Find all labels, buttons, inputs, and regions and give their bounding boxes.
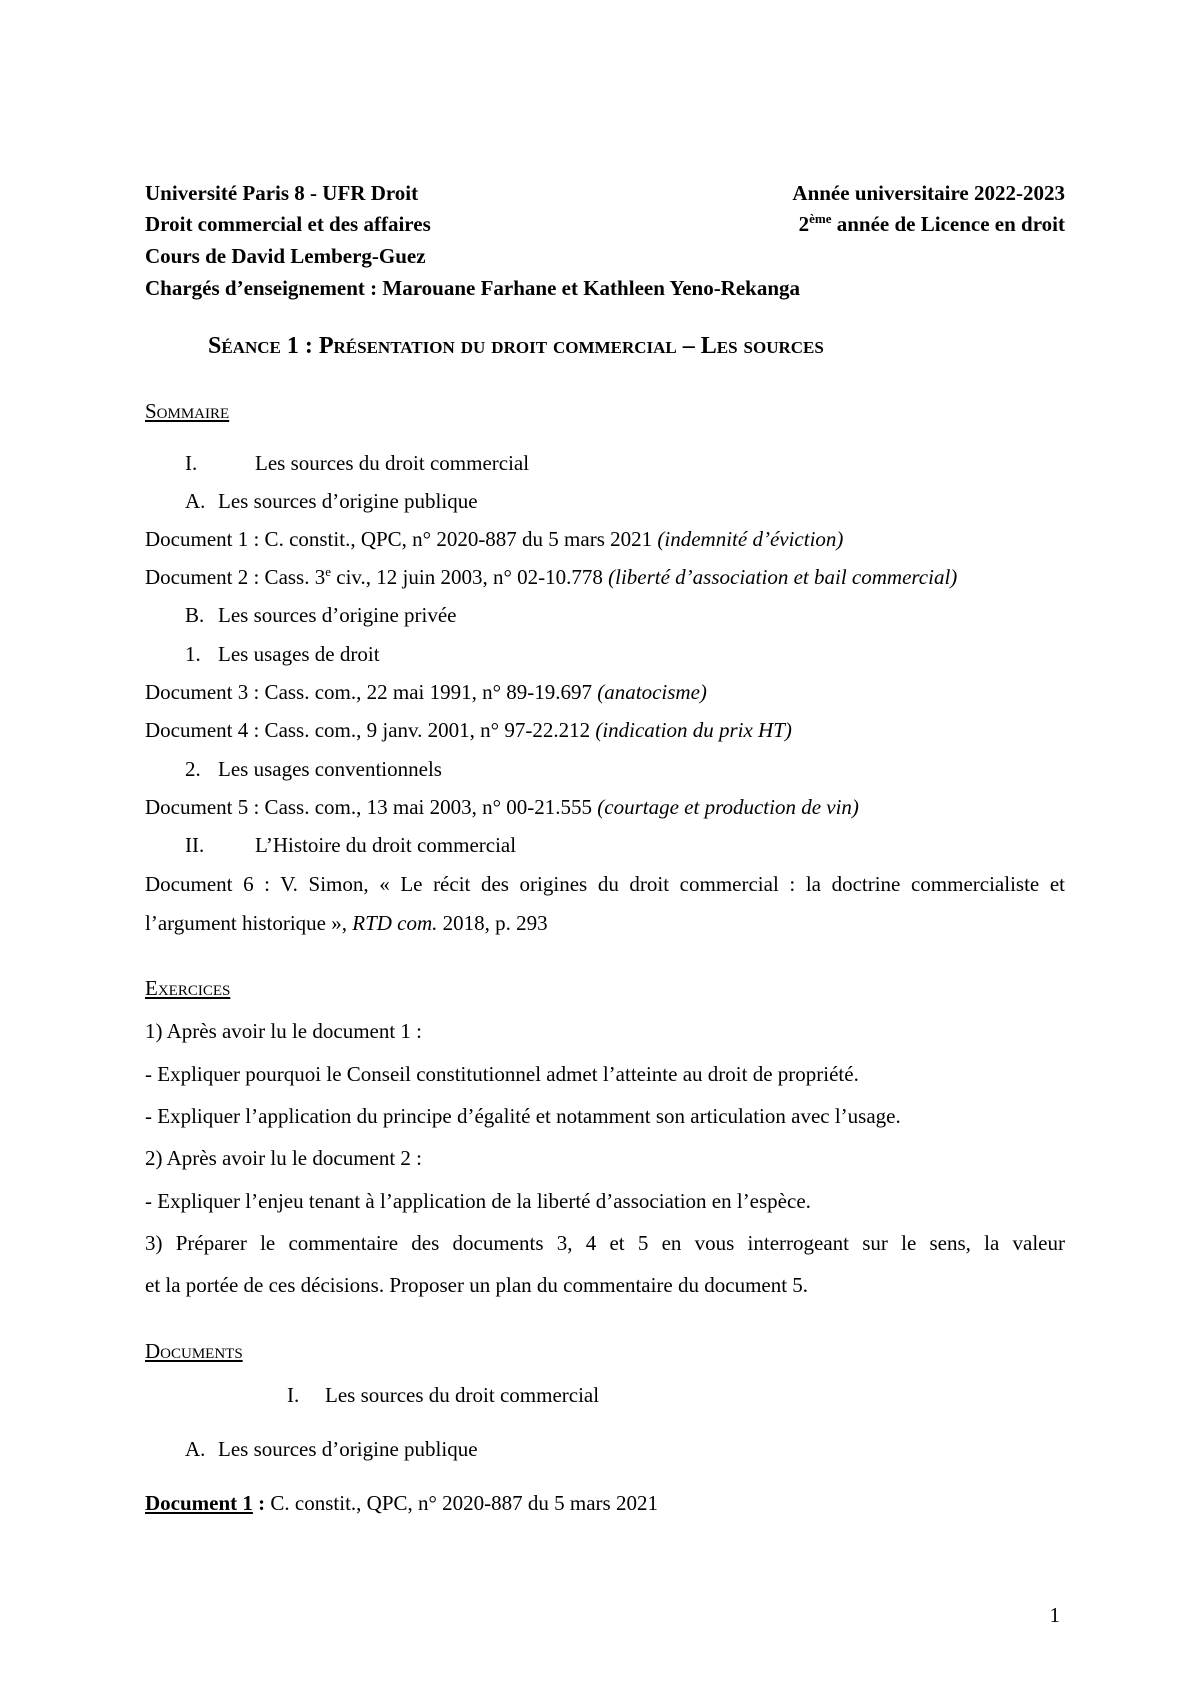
- item-label: Les sources d’origine privée: [218, 603, 457, 627]
- exercices-heading: Exercices: [145, 976, 231, 1000]
- document-colon: :: [252, 1491, 271, 1515]
- item-label: Les usages conventionnels: [218, 757, 442, 781]
- sommaire-doc5: [145, 794, 859, 820]
- item-label: Les sources du droit commercial: [255, 451, 530, 475]
- item-number: 2.: [185, 757, 201, 781]
- item-label: Les sources du droit commercial: [325, 1383, 600, 1407]
- exercise-3-line2: et la portée de ces décisions. Proposer un plan du commentaire du document 5.: [145, 1273, 809, 1297]
- item-label: Les sources d’origine publique: [218, 489, 478, 513]
- item-label: L’Histoire du droit commercial: [255, 833, 517, 857]
- item-number: I.: [185, 451, 198, 475]
- doc-reference: l’argument historique »,: [145, 911, 353, 935]
- item-label: Les usages de droit: [218, 642, 380, 666]
- doc-note: (courtage et production de vin): [597, 795, 859, 819]
- sommaire-doc4: [145, 717, 792, 743]
- doc-sup: e: [325, 564, 332, 579]
- doc-reference-rest: civ., 12 juin 2003, n° 02-10.778: [331, 565, 609, 589]
- sommaire-doc3: [145, 679, 707, 705]
- doc-reference: Document 5 : Cass. com., 13 mai 2003, n° 00-21.555: [145, 795, 598, 819]
- sommaire-doc1: [145, 526, 843, 552]
- sommaire-item-2: [185, 756, 442, 782]
- exercise-3-line1: 3) Préparer le commentaire des documents 3, 4 et 5 en vous interrogeant sur le sens, la valeur: [145, 1231, 1065, 1255]
- doc-reference: Document 3 : Cass. com., 22 mai 1991, n° 89-19.697: [145, 680, 598, 704]
- exercise-2: 2) Après avoir lu le document 2 :: [145, 1146, 423, 1170]
- doc-note: (anatocisme): [597, 680, 707, 704]
- teacher: Cours de David Lemberg-Guez: [145, 244, 426, 268]
- doc-note: (liberté d’association et bail commercial): [608, 565, 958, 589]
- documents-item-i: [287, 1382, 599, 1408]
- sommaire-item-1: [185, 641, 380, 667]
- documents-heading: Documents: [145, 1339, 243, 1363]
- sommaire-item-i: [185, 450, 529, 476]
- item-number: A.: [185, 1437, 206, 1461]
- sommaire-item-a: [185, 488, 478, 514]
- journal-name: RTD com.: [352, 911, 438, 935]
- exercise-1a: - Expliquer pourquoi le Conseil constitutionnel admet l’atteinte au droit de propriété.: [145, 1062, 859, 1086]
- level-rest: année de Licence en droit: [831, 212, 1065, 236]
- doc-reference: Document 2 : Cass. 3: [145, 565, 326, 589]
- document-1-heading: [145, 1490, 658, 1516]
- instructors: Chargés d’enseignement : Marouane Farhane et Kathleen Yeno-Rekanga: [145, 276, 801, 300]
- session-title: Séance 1 : Présentation du droit commercial – Les sources: [208, 333, 824, 359]
- item-number: B.: [185, 603, 205, 627]
- exercise-1: 1) Après avoir lu le document 1 :: [145, 1019, 423, 1043]
- page-number: 1: [1049, 1603, 1060, 1627]
- sommaire-doc2: [145, 564, 957, 590]
- course-name: Droit commercial et des affaires: [145, 212, 431, 236]
- university-name: Université Paris 8 - UFR Droit: [145, 181, 419, 205]
- level: [700, 211, 1065, 237]
- level-ordinal: 2: [798, 212, 810, 236]
- sommaire-heading: Sommaire: [145, 399, 230, 423]
- item-number: A.: [185, 489, 206, 513]
- item-label: Les sources d’origine publique: [218, 1437, 478, 1461]
- item-number: I.: [287, 1383, 300, 1407]
- exercise-2a: - Expliquer l’enjeu tenant à l’application de la liberté d’association en l’espèce.: [145, 1189, 811, 1213]
- sommaire-doc6-line2: [145, 910, 548, 936]
- sommaire-doc6-line1: Document 6 : V. Simon, « Le récit des origines du droit commercial : la doctrine commercialiste et: [145, 872, 1065, 896]
- doc-reference: Document 1 : C. constit., QPC, n° 2020-887 du 5 mars 2021: [145, 527, 658, 551]
- doc-reference-rest: 2018, p. 293: [437, 911, 548, 935]
- sommaire-item-ii: [185, 832, 516, 858]
- level-sup: ème: [809, 211, 832, 226]
- exercise-1b: - Expliquer l’application du principe d’égalité et notamment son articulation avec l’usage.: [145, 1104, 901, 1128]
- academic-year: Année universitaire 2022-2023: [792, 181, 1065, 205]
- sommaire-item-b: [185, 602, 457, 628]
- documents-item-a: [185, 1436, 478, 1462]
- item-number: 1.: [185, 642, 201, 666]
- document-reference: C. constit., QPC, n° 2020-887 du 5 mars 2021: [270, 1491, 658, 1515]
- doc-note: (indication du prix HT): [595, 718, 792, 742]
- item-number: II.: [185, 833, 205, 857]
- doc-note: (indemnité d’éviction): [657, 527, 844, 551]
- doc-reference: Document 4 : Cass. com., 9 janv. 2001, n° 97-22.212: [145, 718, 596, 742]
- document-label: Document 1: [145, 1491, 253, 1515]
